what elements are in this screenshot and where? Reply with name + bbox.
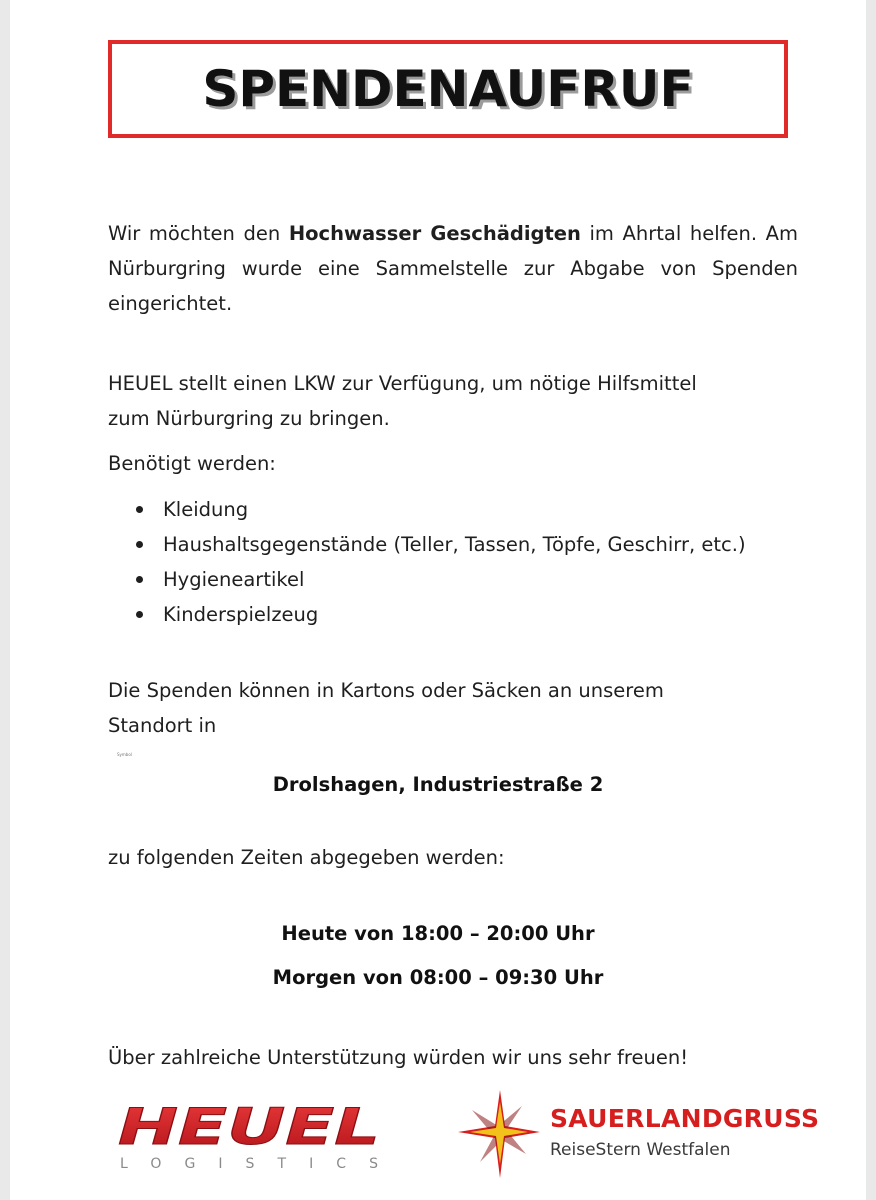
- title-box: [108, 40, 788, 138]
- heuel-logo-tagline: LOGISTICS: [120, 1156, 378, 1172]
- heuel-logo: [114, 1100, 384, 1175]
- list-item: [108, 527, 746, 562]
- list-item-label: Kinderspielzeug: [163, 603, 319, 626]
- sauerland-logo-name: SAUERLANDGRUSS: [550, 1104, 820, 1133]
- list-item-label: Haushaltsgegenstände (Teller, Tassen, Töpfe, Geschirr, etc.): [163, 533, 746, 556]
- intro-bold-text: Hochwasser Geschädigten: [288, 222, 581, 245]
- address: Drolshagen, Industriestraße 2: [272, 773, 604, 796]
- heuel-logo-name: HEUEL: [118, 1100, 380, 1156]
- list-item-label: Hygieneartikel: [163, 568, 305, 591]
- truck-line-1: HEUEL stellt einen LKW zur Verfügung, um nötige Hilfsmittel: [108, 372, 697, 395]
- time-tomorrow: Morgen von 08:00 – 09:30 Uhr: [272, 966, 604, 989]
- intro-paragraph: [108, 216, 798, 321]
- list-item: [108, 492, 746, 527]
- sauerlandgruss-logo: [450, 1088, 840, 1180]
- star-icon: [450, 1088, 542, 1180]
- dropoff-line-2: Standort in: [108, 714, 217, 737]
- truck-line-2: zum Nürburgring zu bringen.: [108, 407, 390, 430]
- flyer-page: [10, 0, 866, 1200]
- times-intro: zu folgenden Zeiten abgegeben werden:: [108, 846, 505, 869]
- time-today: Heute von 18:00 – 20:00 Uhr: [281, 922, 595, 945]
- intro-text-2: im Ahrtal helfen. Am Nürburgring wurde eine Sammelstelle zur Abgabe von Spenden eingerichtet.: [108, 222, 798, 315]
- bullet-icon: [136, 611, 143, 618]
- tiny-mark: Symbol: [117, 752, 132, 757]
- dropoff-line-1: Die Spenden können in Kartons oder Säcken an unserem: [108, 679, 664, 702]
- closing-text: Über zahlreiche Unterstützung würden wir uns sehr freuen!: [108, 1046, 689, 1069]
- needed-heading: Benötigt werden:: [108, 452, 276, 475]
- dropoff-paragraph: [108, 673, 664, 743]
- page-title: SPENDENAUFRUF: [202, 60, 694, 118]
- bullet-icon: [136, 541, 143, 548]
- list-item-label: Kleidung: [163, 498, 249, 521]
- intro-text-1: Wir möchten den: [108, 222, 289, 245]
- truck-paragraph: [108, 366, 697, 436]
- list-item: [108, 597, 746, 632]
- bullet-icon: [136, 506, 143, 513]
- sauerland-logo-subtitle: ReiseStern Westfalen: [550, 1140, 731, 1160]
- needed-list: [108, 492, 746, 632]
- bullet-icon: [136, 576, 143, 583]
- list-item: [108, 562, 746, 597]
